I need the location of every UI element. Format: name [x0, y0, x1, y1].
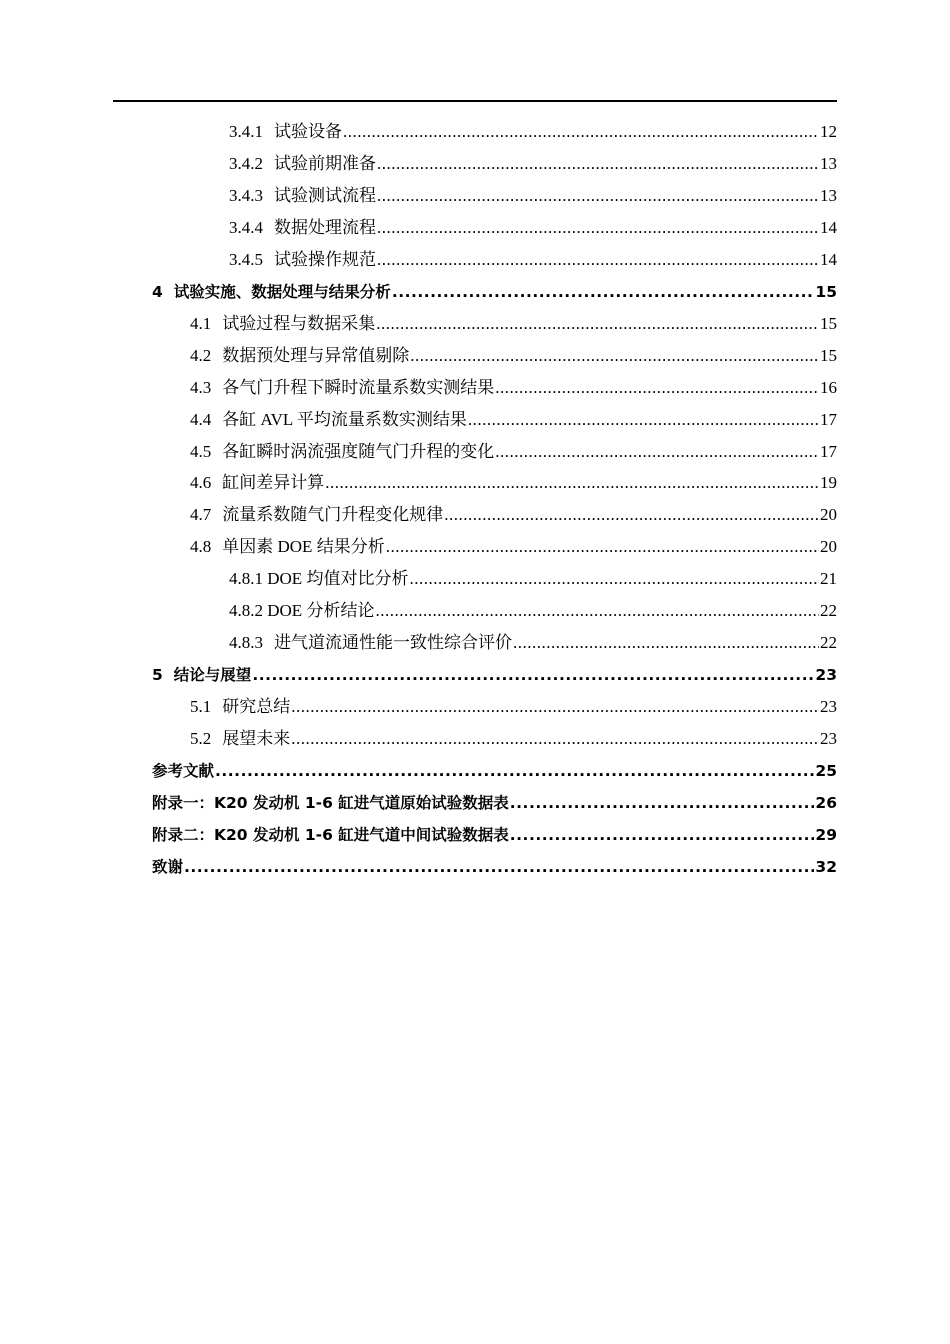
toc-entry[interactable] — [152, 849, 837, 877]
toc-dot-leader — [510, 825, 815, 845]
toc-entry-page-number: 15 — [815, 283, 837, 301]
toc-entry-page-number: 32 — [815, 858, 837, 876]
toc-entry[interactable] — [190, 402, 837, 430]
toc-entry[interactable] — [229, 242, 837, 270]
toc-dot-leader — [377, 218, 819, 238]
toc-dot-leader — [495, 442, 819, 462]
toc-entry-title: 缸间差异计算 — [222, 473, 325, 492]
toc-entry[interactable] — [229, 114, 837, 142]
toc-entry[interactable] — [190, 529, 837, 557]
toc-dot-leader — [377, 250, 819, 270]
toc-entry-page-number: 15 — [820, 346, 837, 365]
toc-entry-page-number: 23 — [820, 729, 837, 748]
header-rule — [113, 100, 837, 102]
toc-entry-number: 4.5 — [190, 442, 212, 461]
toc-dot-leader — [291, 697, 819, 717]
toc-entry-page-number: 13 — [820, 186, 837, 205]
toc-entry-page-number: 19 — [820, 473, 837, 492]
toc-entry-number: 4.2 — [190, 346, 212, 365]
toc-entry-number: 4.8.3 — [229, 633, 263, 652]
toc-entry-number: 3.4.3 — [229, 186, 263, 205]
toc-entry-title: 试验前期准备 — [274, 154, 376, 173]
toc-dot-leader — [377, 186, 819, 206]
toc-entry-title: 研究总结 — [222, 697, 291, 716]
toc-dot-leader — [375, 601, 819, 621]
toc-entry-number: 4 — [152, 283, 163, 301]
toc-entry-number: 3.4.1 — [229, 122, 263, 141]
toc-entry[interactable] — [190, 370, 837, 398]
toc-entry-page-number: 15 — [820, 314, 837, 333]
toc-entry-title: 数据处理流程 — [274, 218, 376, 237]
toc-entry[interactable] — [190, 689, 837, 717]
toc-entry[interactable] — [190, 434, 837, 462]
toc-entry-title: 试验设备 — [274, 122, 342, 141]
toc-entry-number: 4.7 — [190, 505, 212, 524]
toc-entry[interactable] — [229, 593, 837, 621]
toc-entry-number: 4.8 — [190, 537, 212, 556]
toc-entry-number: 5 — [152, 666, 163, 684]
toc-entry-page-number: 12 — [820, 122, 837, 141]
toc-entry-number: 4.1 — [190, 314, 212, 333]
toc-entry[interactable] — [229, 146, 837, 174]
toc-entry-page-number: 29 — [815, 826, 837, 844]
toc-dot-leader — [215, 761, 814, 781]
toc-entry[interactable] — [229, 561, 837, 589]
toc-entry[interactable] — [229, 178, 837, 206]
toc-entry[interactable] — [190, 465, 837, 493]
toc-entry-title: 单因素 DOE 结果分析 — [222, 537, 385, 556]
toc-entry-page-number: 26 — [815, 794, 837, 812]
toc-entry[interactable] — [229, 625, 837, 653]
toc-dot-leader — [409, 569, 819, 589]
toc-entry-title: 参考文献 — [152, 762, 215, 780]
toc-entry-title: 4.8.1 DOE 均值对比分析 — [229, 569, 409, 588]
toc-entry-title: 数据预处理与异常值剔除 — [222, 346, 410, 365]
toc-dot-leader — [444, 505, 819, 525]
toc-entry[interactable] — [152, 657, 837, 685]
toc-entry-number: 4.4 — [190, 410, 212, 429]
toc-entry-number: 3.4.4 — [229, 218, 263, 237]
toc-entry-page-number: 14 — [820, 218, 837, 237]
toc-entry-title: 进气道流通性能一致性综合评价 — [274, 633, 512, 652]
toc-entry-title: 展望未来 — [222, 729, 291, 748]
toc-entry-number: 4.6 — [190, 473, 212, 492]
toc-entry-title: 致谢 — [152, 858, 184, 876]
toc-entry-title: 流量系数随气门升程变化规律 — [222, 505, 444, 524]
toc-entry-title: 试验操作规范 — [274, 250, 376, 269]
toc-dot-leader — [510, 793, 815, 813]
toc-entry-title: 各缸 AVL 平均流量系数实测结果 — [222, 410, 467, 429]
toc-entry-page-number: 21 — [820, 569, 837, 588]
toc-entry-title: 各缸瞬时涡流强度随气门升程的变化 — [222, 442, 495, 461]
toc-entry-title: 附录一：K20 发动机 1-6 缸进气道原始试验数据表 — [152, 794, 509, 812]
toc-dot-leader — [377, 154, 819, 174]
toc-entry-page-number: 25 — [815, 762, 837, 780]
toc-dot-leader — [386, 537, 819, 557]
toc-entry-title: 各气门升程下瞬时流量系数实测结果 — [222, 378, 495, 397]
toc-entry-number: 5.1 — [190, 697, 212, 716]
toc-entry-page-number: 16 — [820, 378, 837, 397]
toc-entry[interactable] — [152, 753, 837, 781]
toc-entry[interactable] — [190, 497, 837, 525]
toc-entry-number: 5.2 — [190, 729, 212, 748]
toc-dot-leader — [343, 122, 819, 142]
toc-entry[interactable] — [152, 785, 837, 813]
toc-entry-number: 3.4.5 — [229, 250, 263, 269]
toc-entry-page-number: 23 — [815, 666, 837, 684]
toc-entry-page-number: 23 — [820, 697, 837, 716]
toc-entry-page-number: 22 — [820, 601, 837, 620]
toc-entry-page-number: 20 — [820, 537, 837, 556]
toc-entry-title: 结论与展望 — [173, 666, 252, 684]
toc-dot-leader — [392, 282, 815, 302]
toc-entry[interactable] — [152, 274, 837, 302]
toc-entry-page-number: 20 — [820, 505, 837, 524]
toc-dot-leader — [252, 665, 814, 685]
toc-dot-leader — [376, 314, 819, 334]
toc-entry-number: 4.3 — [190, 378, 212, 397]
toc-dot-leader — [410, 346, 819, 366]
toc-entry[interactable] — [190, 306, 837, 334]
toc-entry-page-number: 22 — [820, 633, 837, 652]
toc-entry-title: 试验实施、数据处理与结果分析 — [173, 283, 391, 301]
toc-dot-leader — [495, 378, 819, 398]
toc-entry-number: 3.4.2 — [229, 154, 263, 173]
toc-entry[interactable] — [152, 817, 837, 845]
toc-entry[interactable] — [229, 210, 837, 238]
toc-dot-leader — [468, 410, 819, 430]
toc-dot-leader — [184, 857, 814, 877]
toc-entry-page-number: 17 — [820, 442, 837, 461]
toc-dot-leader — [291, 729, 819, 749]
toc-entry[interactable] — [190, 338, 837, 366]
toc-entry-title: 4.8.2 DOE 分析结论 — [229, 601, 375, 620]
toc-dot-leader — [325, 473, 819, 493]
toc-entry-page-number: 14 — [820, 250, 837, 269]
toc-entry-title: 试验过程与数据采集 — [222, 314, 376, 333]
toc-entry-title: 附录二：K20 发动机 1-6 缸进气道中间试验数据表 — [152, 826, 509, 844]
toc-entry-page-number: 17 — [820, 410, 837, 429]
toc-dot-leader — [513, 633, 819, 653]
toc-entry-page-number: 13 — [820, 154, 837, 173]
toc-entry[interactable] — [190, 721, 837, 749]
toc-entry-title: 试验测试流程 — [274, 186, 376, 205]
